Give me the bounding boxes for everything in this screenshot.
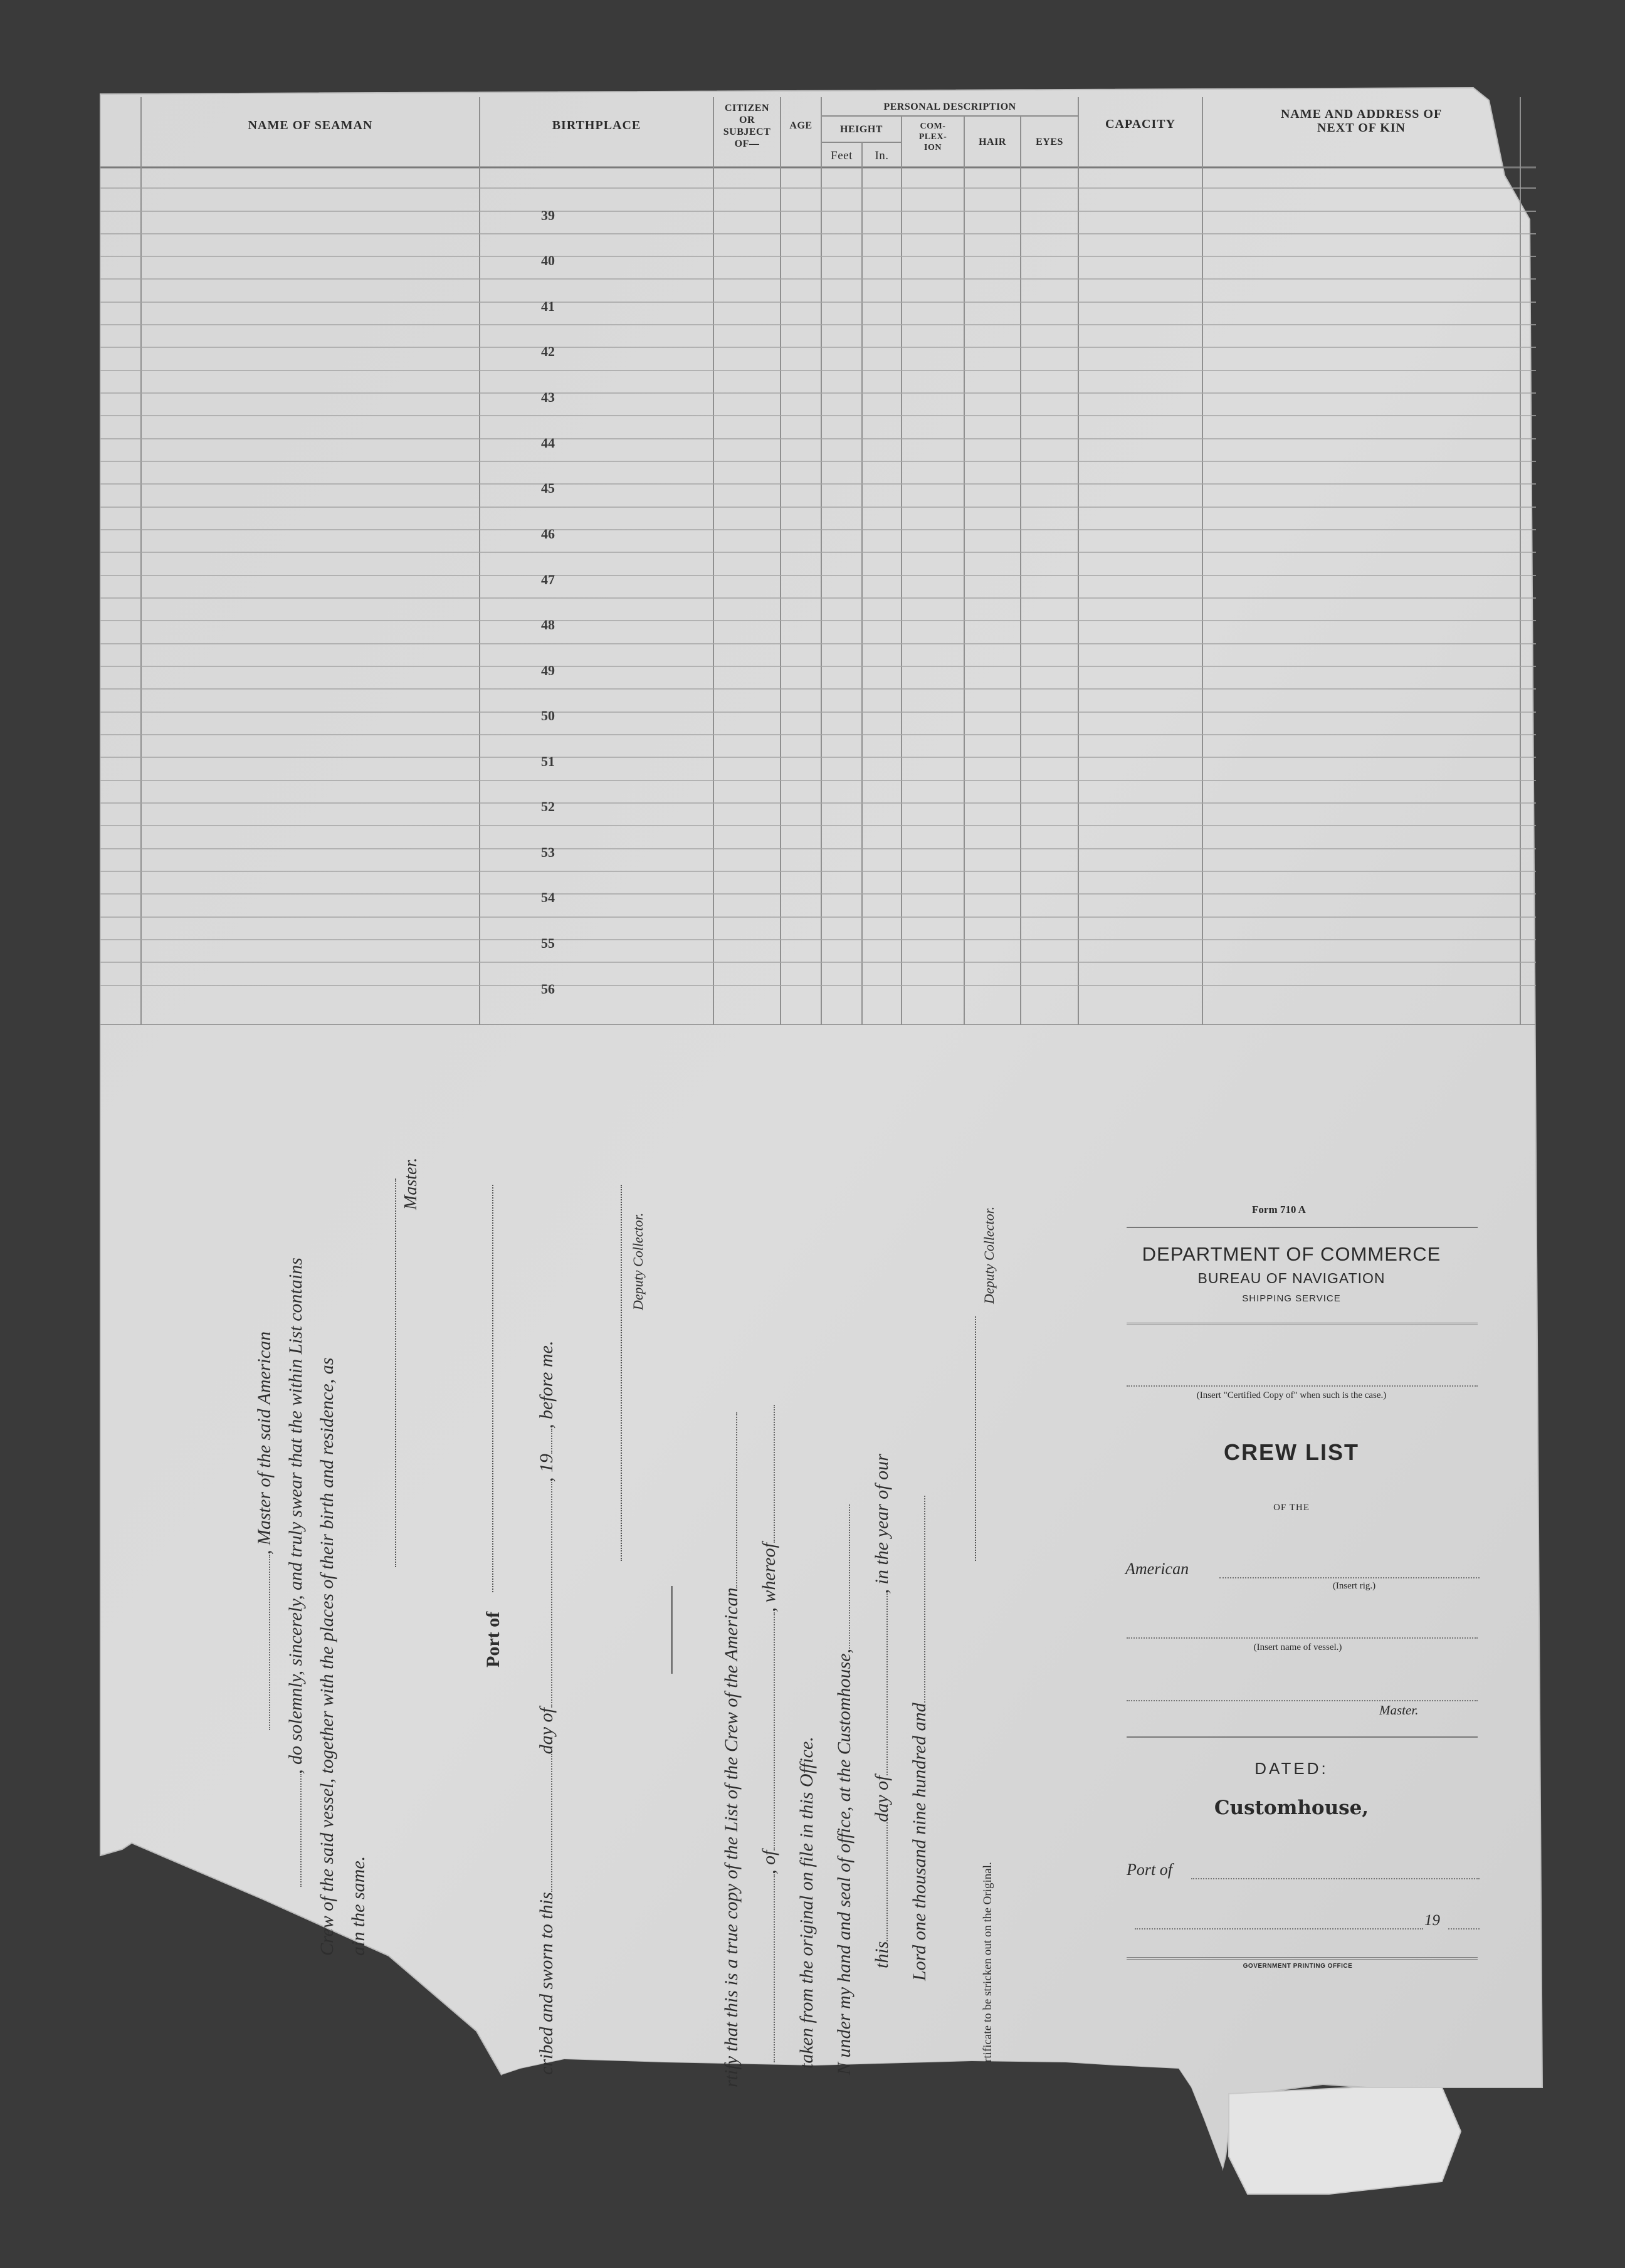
row-number: 51 — [541, 753, 555, 769]
header-complexion-line2: PLEX- — [918, 132, 947, 142]
row-number: 55 — [541, 935, 555, 951]
lord-line — [909, 1496, 930, 1981]
port-of-line — [492, 1185, 493, 1592]
header-next-of-kin-line1: NAME AND ADDRESS OF — [1280, 107, 1443, 121]
row-number: 45 — [541, 480, 555, 496]
header-complexion-line1: COM- — [920, 122, 946, 131]
deputy-collector-1: Deputy Collector. — [630, 1212, 646, 1310]
rule-top — [1127, 1227, 1478, 1228]
crew-table — [100, 97, 1536, 1025]
sworn-line — [536, 1341, 557, 2075]
whereof-text: , whereof — [759, 1543, 779, 1612]
date-line — [1135, 1928, 1423, 1929]
port-line — [1191, 1878, 1480, 1879]
given-text: N under my hand and seal of office, at the Customhouse, — [834, 1649, 855, 2075]
header-citizen — [713, 102, 781, 150]
certified-copy-line — [1127, 1385, 1478, 1387]
fill-blank — [774, 1612, 775, 1851]
insert-certified-note: (Insert "Certified Copy of" when such is the case.) — [1196, 1390, 1387, 1400]
fill-blank — [300, 1774, 302, 1887]
of-the-label: OF THE — [1273, 1503, 1310, 1513]
given-line — [834, 1504, 855, 2075]
oath-line-3: Crew of the said vessel, together with the places of their birth and residence, as — [317, 1357, 337, 1956]
row-number: 49 — [541, 663, 555, 678]
row-number: 53 — [541, 844, 555, 860]
port-of-label: Port of — [483, 1611, 503, 1667]
fill-blank — [924, 1496, 925, 1703]
header-capacity: CAPACITY — [1105, 117, 1176, 131]
header-height: HEIGHT — [840, 124, 883, 135]
divider-rule — [671, 1586, 673, 1674]
header-next-of-kin-line2: NEXT OF KIN — [1317, 121, 1406, 135]
form-number: Form 710 A — [1252, 1204, 1306, 1215]
fill-blank — [774, 1874, 775, 2062]
taken-line: taken from the original on file in this Office. — [796, 1736, 817, 2069]
header-inches: In. — [875, 149, 889, 162]
department-title: DEPARTMENT OF COMMERCE — [1142, 1243, 1441, 1265]
row-number: 54 — [541, 890, 555, 905]
row-number: 50 — [541, 708, 555, 723]
vessel-name-line — [1127, 1637, 1478, 1639]
fill-blank — [886, 1822, 888, 1941]
oath-line-4: ain the same. — [348, 1856, 369, 1956]
row-number: 42 — [541, 344, 555, 359]
fill-blank — [269, 1555, 270, 1730]
row-number: 39 — [541, 207, 555, 223]
header-birthplace: BIRTHPLACE — [552, 118, 641, 132]
before-me-text: , before me. — [536, 1340, 557, 1429]
this-day-line — [871, 1454, 893, 1968]
oath-line-1 — [254, 1331, 275, 1730]
strike-note: rtificate to be stricken out on the Original. — [981, 1862, 994, 2062]
rule-mid — [1127, 1736, 1478, 1738]
nineteen-text: , 19 — [536, 1454, 557, 1483]
torn-edge-shadow — [502, 2059, 1226, 2232]
crew-list-title: CREW LIST — [1224, 1439, 1359, 1465]
insert-rig-note: (Insert rig.) — [1332, 1581, 1376, 1591]
header-hair: HAIR — [979, 137, 1006, 147]
row-number: 47 — [541, 572, 555, 587]
row-number: 43 — [541, 389, 555, 405]
row-number: 40 — [541, 253, 555, 268]
row-number: 48 — [541, 617, 555, 633]
master-label: Master. — [401, 1157, 421, 1210]
year-of-our-text: , in the year of our — [871, 1454, 892, 1594]
row-number: 46 — [541, 526, 555, 542]
header-feet: Feet — [831, 149, 853, 162]
lord-text: Lord one thousand nine hundred and — [909, 1703, 930, 1981]
row-number: 41 — [541, 298, 555, 314]
day-of-text: day of — [536, 1708, 557, 1755]
header-citizen-line4: OF— — [734, 139, 760, 149]
row-number: 56 — [541, 981, 555, 997]
rule-double — [1127, 1323, 1478, 1325]
fill-blank — [886, 1593, 888, 1775]
header-eyes: EYES — [1036, 137, 1063, 147]
master-name-line — [1127, 1700, 1478, 1701]
oath-line-2-text: , do solemnly, sincerely, and truly swear that the within List contains — [285, 1257, 306, 1774]
deputy-signature-line-2 — [975, 1316, 976, 1561]
row-number: 44 — [541, 435, 555, 451]
fill-blank — [551, 1429, 552, 1454]
shipping-service: SHIPPING SERVICE — [1242, 1293, 1341, 1304]
this-text: this — [871, 1941, 892, 1968]
row-number: 52 — [541, 799, 555, 814]
deputy-signature-line-1 — [621, 1185, 622, 1561]
fill-blank — [551, 1482, 552, 1708]
rule-bottom — [1127, 1957, 1478, 1960]
header-citizen-line1: CITIZEN — [724, 103, 770, 113]
header-personal-description: PERSONAL DESCRIPTION — [883, 102, 1016, 112]
rig-line — [1219, 1577, 1480, 1578]
header-complexion — [902, 121, 964, 153]
american-label: American — [1125, 1560, 1189, 1578]
of-text: , of — [759, 1850, 779, 1874]
folded-corner — [1229, 2087, 1461, 2194]
cover-port-of-label: Port of — [1127, 1861, 1172, 1879]
oath-line-2 — [285, 1257, 307, 1887]
customhouse-label: Customhouse, — [1214, 1797, 1369, 1819]
header-next-of-kin — [1202, 107, 1520, 135]
header-citizen-line3: SUBJECT — [723, 127, 771, 137]
oath-line-1-text: , Master of the said American — [254, 1331, 275, 1555]
header-citizen-line2: OR — [739, 115, 755, 125]
year-19-label: 19 — [1424, 1912, 1440, 1929]
fill-blank — [551, 1754, 552, 1892]
certify-text: rtify that this is a true copy of the List of the Crew of the American — [721, 1587, 742, 2087]
fill-blank — [774, 1405, 775, 1543]
fill-blank — [736, 1412, 737, 1588]
bureau-title: BUREAU OF NAVIGATION — [1197, 1270, 1386, 1286]
certify-line — [721, 1412, 742, 2087]
fill-blank — [849, 1504, 850, 1649]
printer-imprint: GOVERNMENT PRINTING OFFICE — [1243, 1963, 1353, 1970]
header-name-of-seaman: NAME OF SEAMAN — [248, 118, 373, 132]
master-signature-line — [395, 1179, 396, 1567]
cover-master-label: Master. — [1379, 1703, 1419, 1718]
year-line — [1448, 1928, 1480, 1929]
deputy-collector-2: Deputy Collector. — [981, 1206, 997, 1304]
this-day-of-text: day of — [871, 1775, 892, 1822]
insert-vessel-note: (Insert name of vessel.) — [1253, 1642, 1342, 1652]
sworn-text: cribed and sworn to this — [536, 1892, 557, 2075]
table-grid — [100, 97, 1536, 1025]
header-age: AGE — [789, 120, 812, 131]
header-complexion-line3: ION — [924, 143, 942, 152]
dated-label: DATED: — [1254, 1759, 1328, 1778]
of-whereof-line — [759, 1405, 780, 2062]
